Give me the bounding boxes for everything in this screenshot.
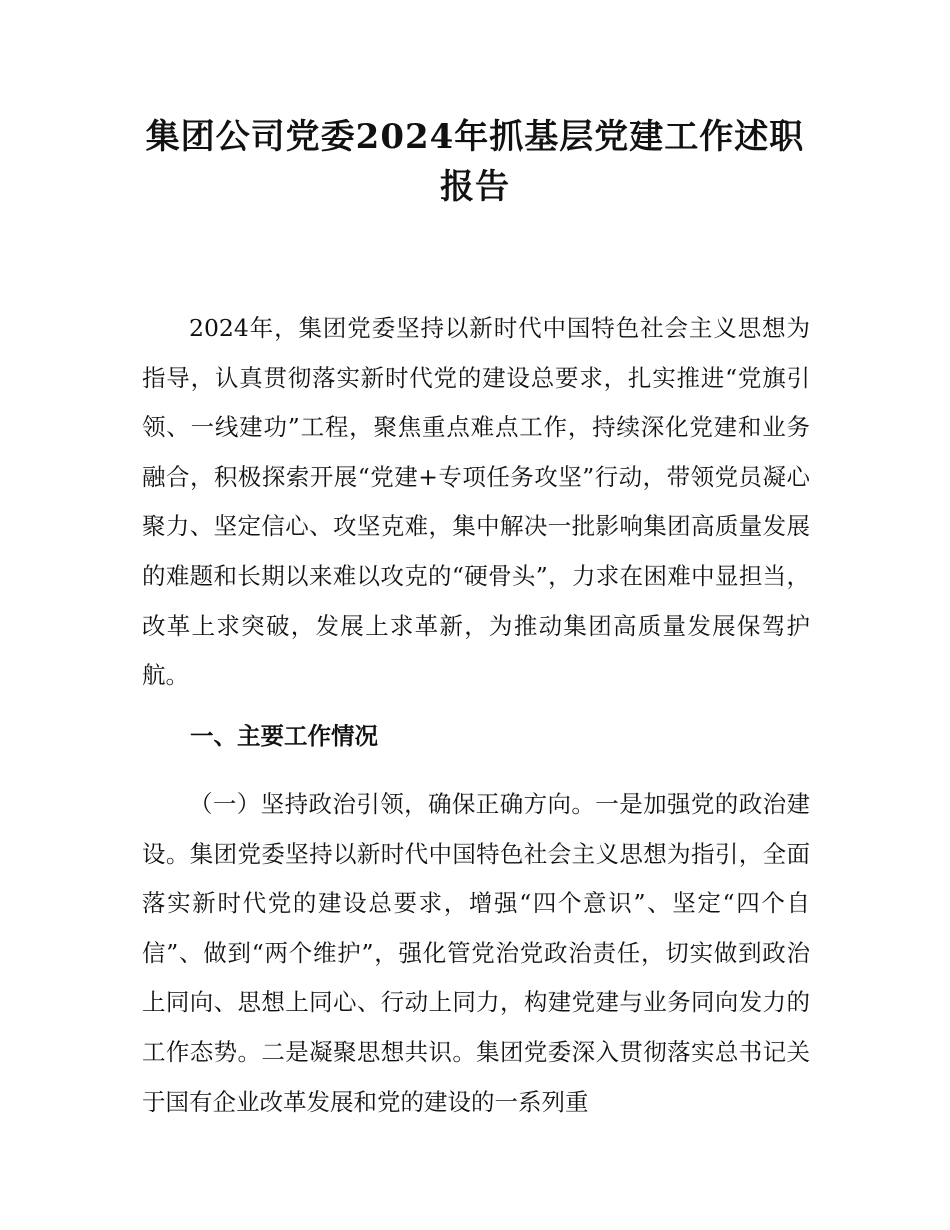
intro-paragraph: 2024年，集团党委坚持以新时代中国特色社会主义思想为指导，认真贯彻落实新时代党的建设总要求，扎实推进“党旗引领、一线建功”工程，聚焦重点难点工作，持续深化党建和业务融合，积极探索开展“党建+专项任务攻坚”行动，带领党员凝心聚力、坚定信心、攻坚克难，集中解决一批影响集团高质量发展的难题和长期以来难以攻克的“硬骨头”，力求在困难中显担当，改革上求突破，发展上求革新，为推动集团高质量发展保驾护航。 xyxy=(142,314,810,690)
document-title: 集团公司党委2024年抓基层党建工作述职报告 xyxy=(145,117,805,207)
section-paragraph: （一）坚持政治引领，确保正确方向。一是加强党的政治建设。集团党委坚持以新时代中国特色社会主义思想为指引，全面落实新时代党的建设总要求，增强“四个意识”、坚定“四个自信”、做到“两个维护”，强化管党治党政治责任，切实做到政治上同向、思想上同心、行动上同力，构建党建与业务同向发力的工作态势。二是凝聚思想共识。集团党委深入贯彻落实总书记关于国有企业改革发展和党的建设的一系列重 xyxy=(142,790,810,1116)
section-heading: 一、主要工作情况 xyxy=(190,722,378,750)
